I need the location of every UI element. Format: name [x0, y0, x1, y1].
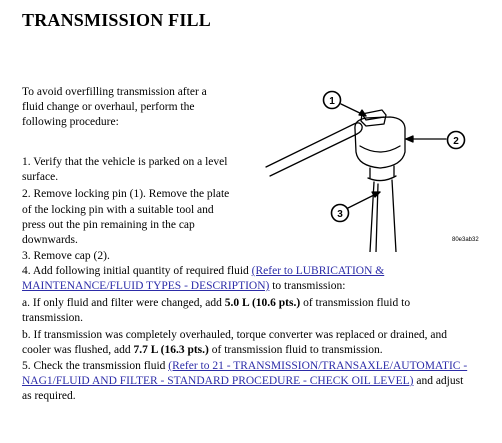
lubrication-reference-link-cont[interactable]: MAINTENANCE/FLUID TYPES - DESCRIPTION) [22, 280, 270, 292]
callout-label-1: 1 [329, 96, 335, 107]
step-4-line-2 [22, 279, 345, 294]
callout-label-3: 3 [337, 209, 343, 220]
step-1-line-2: surface. [22, 171, 59, 183]
intro-line-2: fluid change or overhaul, perform the [22, 101, 195, 113]
step-4b-quantity: 7.7 L (16.3 pts.) [133, 344, 209, 356]
step-4a-quantity: 5.0 L (10.6 pts.) [224, 297, 301, 309]
lubrication-reference-link[interactable]: (Refer to LUBRICATION & [251, 265, 385, 277]
step-2-line-3: press out the pin remaining in the cap [22, 219, 195, 231]
step-5-line-3: as required. [22, 390, 76, 402]
step-1-line-1: 1. Verify that the vehicle is parked on a level [22, 156, 228, 168]
figure-caption: 80e3ab32 [452, 237, 479, 243]
fill-tube [370, 180, 396, 252]
intro-line-1: To avoid overfilling transmission after a [22, 86, 207, 98]
step-4b-line-1: b. If transmission was completely overhauled, torque converter was replaced or drained, and [22, 329, 448, 341]
step-5-line-1 [22, 359, 467, 374]
step-4a-line-2: transmission. [22, 312, 84, 324]
step-4b-post: of transmission fluid to transmission. [208, 344, 383, 356]
intro-line-3: following procedure: [22, 116, 119, 128]
step-5-text: 5. Check the transmission fluid [22, 360, 169, 372]
step-2-line-4: downwards. [22, 234, 78, 246]
step-4b-pre: cooler was flushed, add [22, 344, 134, 356]
step-5-line-2 [22, 374, 463, 389]
step-4a-pre: a. If only fluid and filter were changed, add [22, 297, 225, 309]
step-2-line-1: 2. Remove locking pin (1). Remove the plate [22, 188, 230, 200]
step-5-after-link: and adjust [413, 375, 464, 387]
step-4a-line-1 [22, 296, 410, 311]
step-4a-post: of transmission fluid to [300, 297, 411, 309]
step-2-line-2: of the locking pin with a suitable tool and [22, 204, 214, 216]
transmission-fill-diagram [262, 84, 494, 252]
step-3: 3. Remove cap (2). [22, 250, 110, 262]
page-title: TRANSMISSION FILL [22, 10, 211, 30]
callout-label-2: 2 [453, 136, 459, 147]
step-4-text: 4. Add following initial quantity of required fluid [22, 265, 252, 277]
step-4-after-link: to transmission: [269, 280, 346, 292]
check-oil-level-link-cont[interactable]: NAG1/FLUID AND FILTER - STANDARD PROCEDURE - CHECK OIL LEVEL) [22, 375, 414, 387]
check-oil-level-link[interactable]: (Refer to 21 - TRANSMISSION/TRANSAXLE/AUTOMATIC - [168, 360, 468, 372]
step-4b-line-2 [22, 343, 383, 358]
locking-lever [266, 123, 362, 176]
step-4-line-1 [22, 264, 384, 279]
